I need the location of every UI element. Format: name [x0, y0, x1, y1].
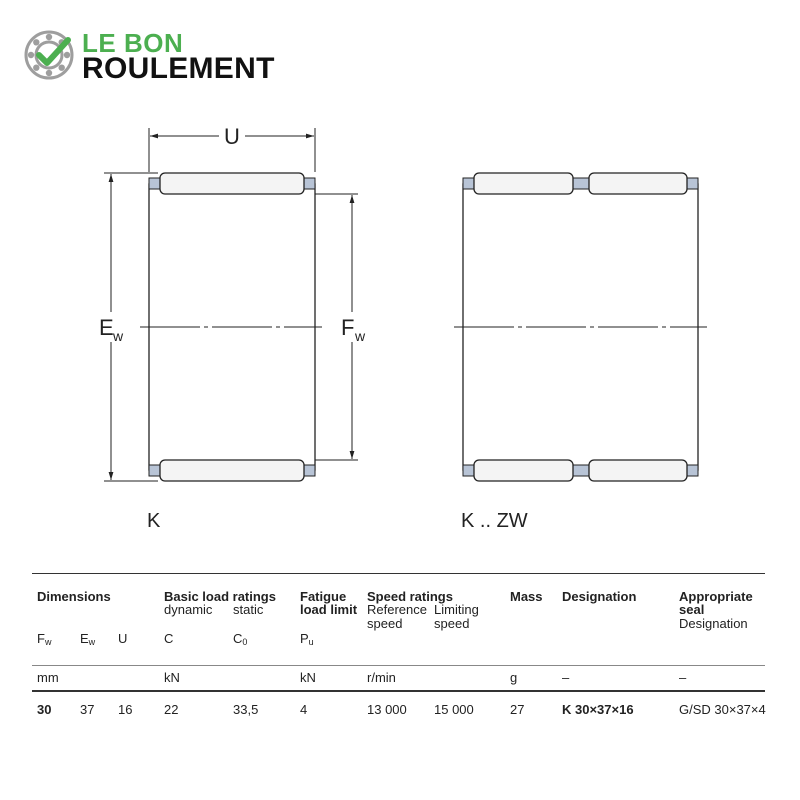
logo-text-line2: ROULEMENT [82, 52, 275, 85]
table-top-rule [32, 573, 765, 574]
header-reference-1: Reference [367, 602, 427, 617]
header-reference-2: speed [367, 616, 403, 631]
k-cage-top-left [149, 178, 160, 189]
ew-label-sub: w [113, 328, 124, 344]
caption-k-zw: K .. ZW [461, 510, 528, 532]
k-cage-top-right [304, 178, 315, 189]
header-dimensions: Dimensions [37, 589, 111, 604]
cell-ew: 37 [80, 702, 95, 717]
header-basic-load: Basic load ratings [164, 589, 276, 604]
drawing-k-zw [454, 173, 707, 532]
caption-k: K [147, 510, 161, 532]
unit-load: kN [164, 670, 180, 685]
header-seal-3: Designation [679, 616, 748, 631]
header-static: static [233, 602, 264, 617]
kzw-roller-bottom-left [474, 460, 573, 481]
header-designation: Designation [562, 589, 637, 604]
symbol-c: C [164, 631, 174, 646]
cell-mass: 27 [510, 702, 525, 717]
cell-ref-speed: 13 000 [367, 702, 407, 717]
header-seal-2: seal [679, 602, 705, 617]
symbol-c0: $C_0$ [233, 631, 248, 647]
k-cage-bottom-right [304, 465, 315, 476]
header-dynamic: dynamic [164, 602, 213, 617]
header-speed: Speed ratings [367, 589, 453, 604]
unit-designation: – [562, 670, 570, 685]
symbol-pu: $P_u$ [300, 631, 314, 647]
cell-c0: 33,5 [233, 702, 259, 717]
cell-c: 22 [164, 702, 179, 717]
unit-speed: r/min [367, 670, 396, 685]
ew-label: E [99, 315, 114, 340]
k-roller-top [160, 173, 304, 194]
cell-pu: 4 [300, 702, 308, 717]
cell-fw: 30 [37, 702, 52, 717]
cell-seal[interactable]: G/SD 30×37×4 [679, 702, 766, 717]
cell-u: 16 [118, 702, 133, 717]
unit-mass: g [510, 670, 518, 685]
fw-label-sub: w [355, 328, 366, 344]
header-limiting-1: Limiting [434, 602, 479, 617]
header-seal-1: Appropriate [679, 589, 753, 604]
unit-fatigue: kN [300, 670, 316, 685]
logo-text-line1: LE BON [82, 28, 184, 58]
kzw-roller-bottom-right [589, 460, 687, 481]
table-mid-rule [32, 665, 765, 666]
symbol-fw: $F_w$ [37, 631, 52, 647]
u-label: U [224, 124, 240, 149]
header-fatigue-2: load limit [300, 602, 358, 617]
header-fatigue-1: Fatigue [300, 589, 347, 604]
kzw-roller-top-right [589, 173, 687, 194]
drawing-k [96, 124, 368, 532]
k-roller-bottom [160, 460, 304, 481]
cell-lim-speed: 15 000 [434, 702, 474, 717]
cell-designation[interactable]: K 30×37×16 [562, 702, 634, 717]
header-limiting-2: speed [434, 616, 470, 631]
table-data-rule [32, 690, 765, 692]
k-cage-bottom-left [149, 465, 160, 476]
fw-label: F [341, 315, 355, 340]
header-mass: Mass [510, 589, 543, 604]
kzw-roller-top-left [474, 173, 573, 194]
symbol-u: U [118, 631, 128, 646]
symbol-ew: $E_w$ [80, 631, 96, 647]
unit-seal: – [679, 670, 687, 685]
unit-dims: mm [37, 670, 59, 685]
